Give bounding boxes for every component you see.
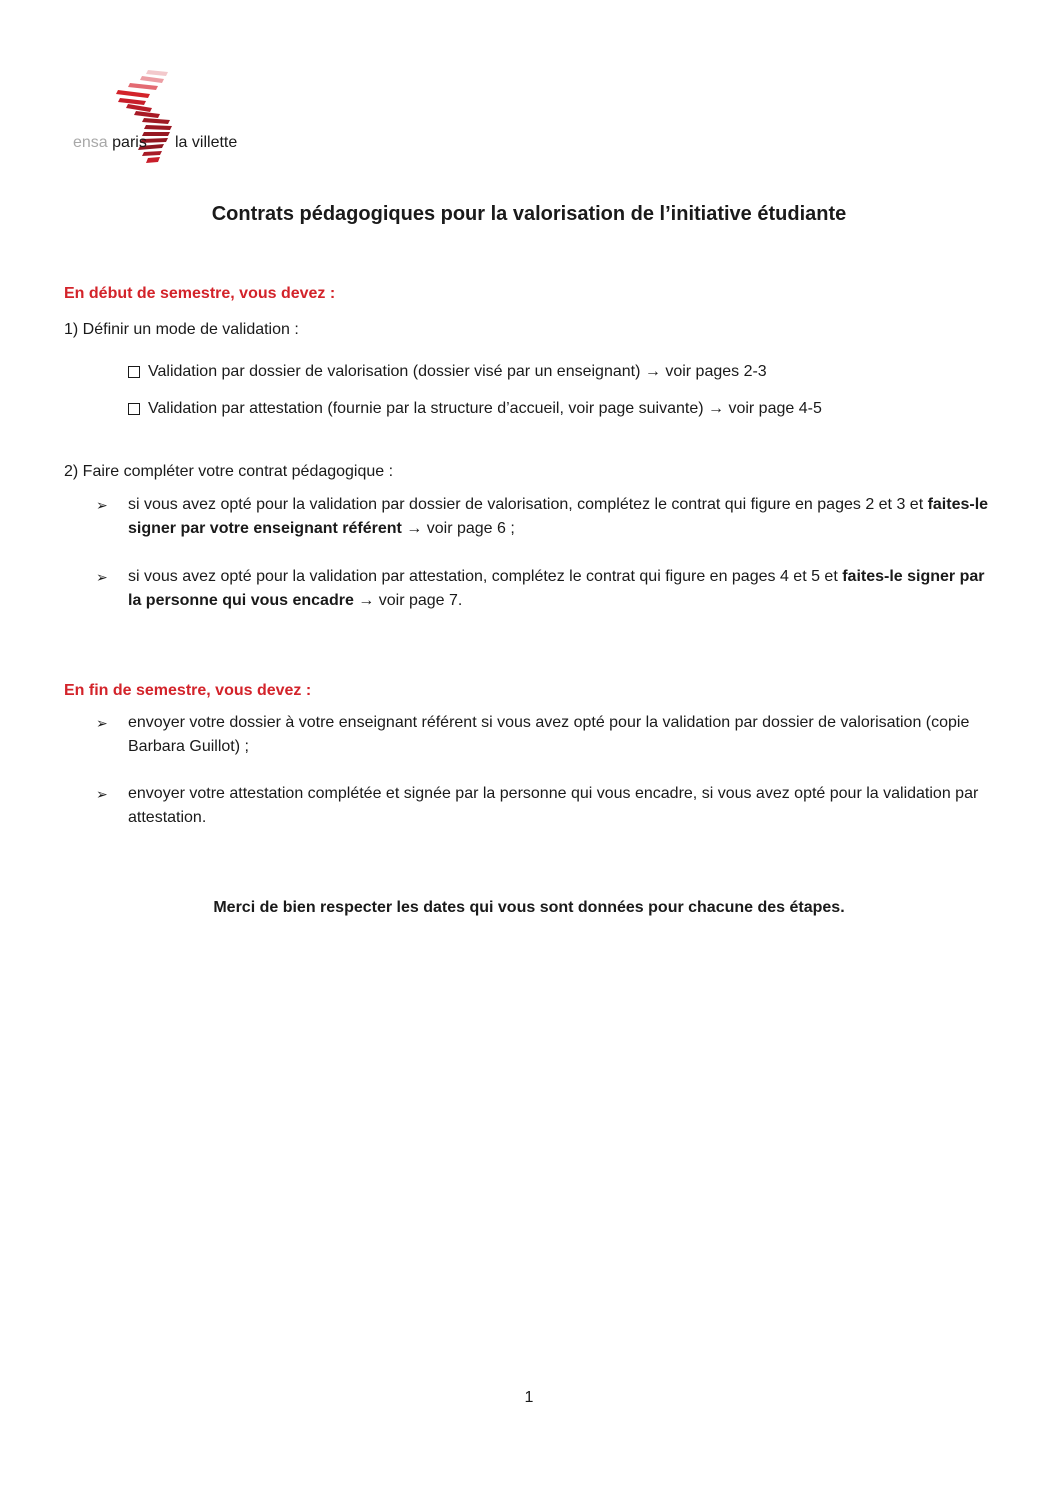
- list-item: [96, 782, 996, 830]
- arrowhead-bullet-icon: ➢: [96, 786, 108, 802]
- bullet-text-bold: la personne qui vous encadre: [128, 592, 354, 609]
- ensa-logo: [70, 68, 270, 170]
- bullet-text-part: → voir page 6 ;: [401, 520, 515, 537]
- bullet-text: [128, 493, 996, 541]
- end-semester-heading: En fin de semestre, vous devez :: [64, 682, 312, 699]
- arrowhead-bullet-icon: ➢: [96, 569, 108, 585]
- arrowhead-bullet-icon: ➢: [96, 715, 108, 731]
- bullet-text: envoyer votre attestation complétée et signée par la personne qui vous encadre, si vous avez opté pour la validation par attestation.: [128, 785, 979, 826]
- page-number: 1: [524, 1389, 534, 1406]
- document-title: Contrats pédagogiques pour la valorisation de l’initiative étudiante: [211, 203, 847, 225]
- step-2-label: 2) Faire compléter votre contrat pédagogique :: [64, 463, 394, 480]
- staircase-logo-icon: [110, 68, 180, 170]
- logo-text-la-villette: la villette: [175, 134, 238, 151]
- bullet-text-part: → voir page 7.: [353, 592, 463, 609]
- bullet-text-bold: faites-le signer par votre enseignant référent: [128, 496, 989, 537]
- arrowhead-bullet-icon: ➢: [96, 497, 108, 513]
- empty-checkbox-icon[interactable]: [128, 403, 140, 415]
- list-item: [96, 711, 996, 759]
- list-item: [96, 565, 996, 613]
- list-item: [96, 493, 996, 541]
- bullet-text: envoyer votre dossier à votre enseignant référent si vous avez opté pour la validation par dossier de valorisation (copie Barbara Guillot) ;: [128, 714, 970, 755]
- option-dossier-label: Validation par dossier de valorisation (dossier visé par un enseignant) → voir pages 2-3: [148, 363, 767, 380]
- logo-text-ensa: ensa: [73, 134, 108, 151]
- bullet-text-part: si vous avez opté pour la validation par attestation, complétez le contrat qui figure en pages 4 et 5 et: [128, 568, 843, 585]
- logo-text-paris: paris: [112, 134, 147, 151]
- option-attestation[interactable]: [128, 400, 822, 418]
- option-attestation-label: Validation par attestation (fournie par la structure d’accueil, voir page suivante) → voir page 4-5: [148, 400, 822, 417]
- bullet-text-bold: faites-le signer par: [842, 568, 985, 585]
- start-semester-heading: En début de semestre, vous devez :: [64, 285, 336, 302]
- logo-text-left: [73, 134, 147, 152]
- bullet-text: [128, 565, 996, 613]
- closing-note: Merci de bien respecter les dates qui vous sont données pour chacune des étapes.: [213, 899, 845, 916]
- bullet-text-part: si vous avez opté pour la validation par dossier de valorisation, complétez le contrat qui figure en pages 2 et 3 et: [128, 496, 928, 513]
- step-1-label: 1) Définir un mode de validation :: [64, 321, 299, 338]
- option-dossier[interactable]: [128, 363, 767, 381]
- empty-checkbox-icon[interactable]: [128, 366, 140, 378]
